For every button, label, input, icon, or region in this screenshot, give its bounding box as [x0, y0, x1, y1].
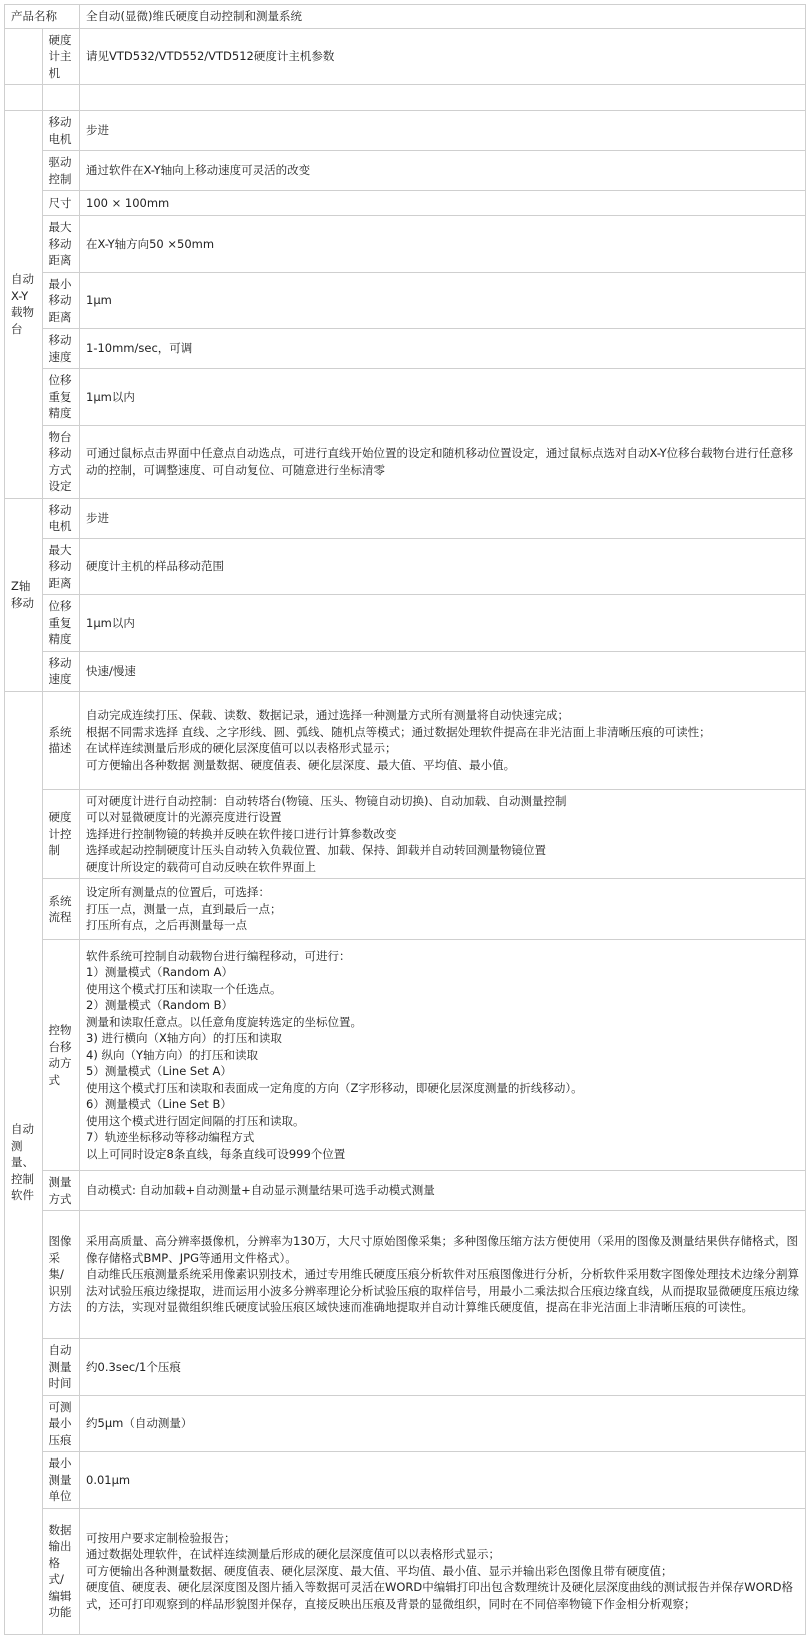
row-value: 1μm以内 [80, 595, 806, 652]
row-value: 快速/慢速 [80, 651, 806, 691]
row-value: 1μm以内 [80, 369, 806, 426]
row-label: 最小移动距离 [42, 272, 80, 329]
row-value: 可按用户要求定制检验报告； 通过数据处理软件，在试样连续测量后形成的硬化层深度值可以以表格形式显示； 可方便输出各种测量数据、硬度值表、硬化层深度、最大值、平均值、最小值、显示并输出彩色图像且带有硬度值； 硬度值、硬度表、硬化层深度图及图片插入等数据可灵活在WORD中编辑打印出包含数理统计及硬化层深度曲线的测试报告并保存WORD格式，还可打印观察到的样品形貌图并保存，直接反映出压痕及背景的显微组织，同时在不同倍率物镜下作金相分析观察； [80, 1508, 806, 1634]
table-row [5, 191, 806, 216]
row-value: 请见VTD532/VTD552/VTD512硬度计主机参数 [80, 28, 806, 85]
group-title-z-axis: Z轴移动 [5, 498, 43, 691]
row-label: 移动速度 [42, 329, 80, 369]
table-row [5, 651, 806, 691]
table-row [5, 691, 806, 789]
row-label: 自动测量时间 [42, 1339, 80, 1396]
spec-table [4, 4, 806, 1635]
row-label: 最大移动距离 [42, 538, 80, 595]
table-row [5, 329, 806, 369]
row-value: 0.01μm [80, 1452, 806, 1509]
row-value: 自动完成连续打压、保载、读数、数据记录，通过选择一种测量方式所有测量将自动快速完成； 根据不同需求选择 直线、之字形线、圆、弧线、随机点等模式；通过数据处理软件提高在非光洁面上非清晰压痕的可读性； 在试样连续测量后形成的硬化层深度值可以以表格形式显示； 可方便输出各种数据 测量数据、硬度值表、硬化层深度、最大值、平均值、最小值。 [80, 691, 806, 789]
row-value: 1μm [80, 272, 806, 329]
row-value: 采用高质量、高分辨率摄像机，分辨率为130万，大尺寸原始图像采集；多种图像压缩方法方便使用（采用的图像及测量结果供存储格式，图像存储格式BMP、JPG等通用文件格式）。 自动维氏压痕测量系统采用像素识别技术，通过专用维氏硬度压痕分析软件对压痕图像进行分析，分析软件采用数字图像处理技术边缘分割算法对试验压痕边缘提取，进而运用小波多分辨率理论分析试验压痕的取样信号，用最小二乘法拟合压痕边缘直线，从而提取显微硬度压痕边缘的方法，实现对显微组织维氏硬度试验压痕区域快速而准确地提取并自动计算维氏硬度值，提高在非光洁面上非清晰压痕的可读性。 [80, 1211, 806, 1339]
table-row [5, 1339, 806, 1396]
row-value: 硬度计主机的样品移动范围 [80, 538, 806, 595]
table-row [5, 1171, 806, 1211]
empty-cell [80, 85, 806, 111]
table-row [5, 879, 806, 940]
empty-cell [5, 85, 43, 111]
row-label: 最大移动距离 [42, 216, 80, 273]
row-value: 设定所有测量点的位置后，可选择： 打压一点，测量一点，直到最后一点； 打压所有点，之后再测量每一点 [80, 879, 806, 940]
table-row [5, 940, 806, 1171]
table-row [5, 1395, 806, 1452]
table-row [5, 595, 806, 652]
row-value: 在X-Y轴方向50 ×50mm [80, 216, 806, 273]
row-label: 位移重复精度 [42, 369, 80, 426]
row-label: 系统描述 [42, 691, 80, 789]
row-label: 移动电机 [42, 498, 80, 538]
group-title-xy-stage: 自动X-Y载物台 [5, 111, 43, 499]
product-name-value: 全自动(显微)维氏硬度自动控制和测量系统 [80, 5, 806, 29]
row-value: 自动模式: 自动加载+自动测量+自动显示测量结果可选手动模式测量 [80, 1171, 806, 1211]
table-row [5, 216, 806, 273]
table-row [5, 538, 806, 595]
empty-row [5, 85, 806, 111]
row-label: 可测最小压痕 [42, 1395, 80, 1452]
table-row [5, 369, 806, 426]
table-row [5, 425, 806, 498]
table-row [5, 28, 806, 85]
row-label: 物台移动方式设定 [42, 425, 80, 498]
table-row [5, 111, 806, 151]
empty-cell [5, 28, 43, 85]
table-row [5, 789, 806, 879]
row-value: 可通过鼠标点击界面中任意点自动选点，可进行直线开始位置的设定和随机移动位置设定，通过鼠标点选对自动X-Y位移台载物台进行任意移动的控制，可调整速度、可自动复位、可随意进行坐标清零 [80, 425, 806, 498]
row-label: 尺寸 [42, 191, 80, 216]
table-row [5, 272, 806, 329]
row-label: 硬度计控制 [42, 789, 80, 879]
group-title-auto-software: 自动测量、控制软件 [5, 691, 43, 1634]
row-label: 驱动控制 [42, 151, 80, 191]
row-value: 可对硬度计进行自动控制：自动转塔台(物镜、压头、物镜自动切换)、自动加载、自动测量控制 可以对显微硬度计的光源亮度进行设置 选择进行控制物镜的转换并反映在软件接口进行计算参数改变 选择或起动控制硬度计压头自动转入负载位置、加载、保持、卸载并自动转回测量物镜位置 硬度计所设定的载荷可自动反映在软件界面上 [80, 789, 806, 879]
row-label: 硬度计主机 [42, 28, 80, 85]
row-value: 步进 [80, 498, 806, 538]
row-label: 数据输出格式/编辑功能 [42, 1508, 80, 1634]
table-row [5, 1452, 806, 1509]
row-label: 最小测量单位 [42, 1452, 80, 1509]
table-row [5, 151, 806, 191]
table-row [5, 1508, 806, 1634]
row-value: 1-10mm/sec，可调 [80, 329, 806, 369]
table-row [5, 5, 806, 29]
row-value: 100 × 100mm [80, 191, 806, 216]
row-value: 约0.3sec/1个压痕 [80, 1339, 806, 1396]
table-row [5, 498, 806, 538]
row-value: 步进 [80, 111, 806, 151]
row-label: 位移重复精度 [42, 595, 80, 652]
row-value: 约5μm（自动测量） [80, 1395, 806, 1452]
table-row [5, 1211, 806, 1339]
row-label: 系统流程 [42, 879, 80, 940]
row-label: 测量方式 [42, 1171, 80, 1211]
row-label: 移动电机 [42, 111, 80, 151]
row-label: 图像采集/识别方法 [42, 1211, 80, 1339]
row-label: 移动速度 [42, 651, 80, 691]
empty-cell [42, 85, 80, 111]
row-value: 通过软件在X-Y轴向上移动速度可灵活的改变 [80, 151, 806, 191]
product-name-label: 产品名称 [5, 5, 80, 29]
row-value: 软件系统可控制自动载物台进行编程移动，可进行： 1）测量模式（Random A） 使用这个模式打压和读取一个任选点。 2）测量模式（Random B） 测量和读取任意点。以任意角度旋转选定的坐标位置。 3) 进行横向（X轴方向）的打压和读取 4) 纵向（Y轴方向）的打压和读取 5）测量模式（Line Set A） 使用这个模式打压和读取和表面成一定角度的方向（Z字形移动，即硬化层深度测量的折线移动）。 6）测量模式（Line Set B） 使用这个模式进行固定间隔的打压和读取。 7）轨迹坐标移动等移动编程方式 以上可同时设定8条直线，每条直线可设999个位置 [80, 940, 806, 1171]
row-label: 控物台移动方式 [42, 940, 80, 1171]
